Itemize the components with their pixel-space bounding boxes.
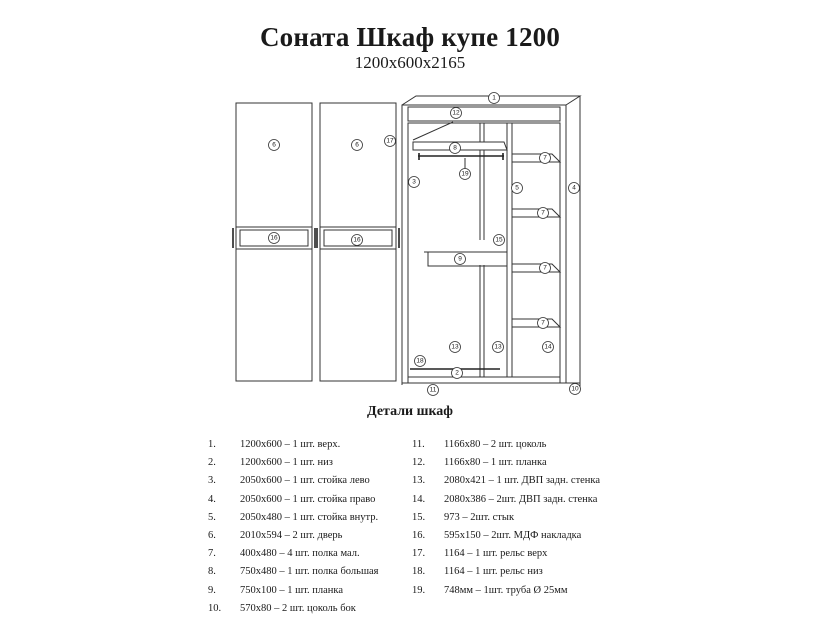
svg-text:4: 4 [572, 184, 576, 192]
svg-text:14: 14 [544, 343, 552, 351]
part-number: 8. [208, 566, 216, 578]
callout-6-left [269, 140, 280, 151]
list-item [412, 472, 600, 490]
part-description: 1164 – 1 шт. рельс верх [444, 548, 548, 560]
list-item [412, 491, 600, 509]
part-description: 973 – 2шт. стык [444, 511, 515, 523]
list-item [208, 491, 379, 509]
parts-list-left [208, 436, 379, 618]
svg-text:12: 12 [452, 109, 460, 117]
part-description: 595x150 – 2шт. МДФ накладка [444, 530, 582, 542]
page-title: Соната Шкаф купе 1200 [259, 22, 561, 52]
callout-11 [428, 385, 439, 396]
list-item [412, 582, 600, 600]
callout-9 [455, 254, 466, 265]
part-number: 7. [208, 548, 216, 560]
list-item [412, 545, 600, 563]
list-item [208, 582, 379, 600]
part-number: 2. [208, 457, 216, 469]
callout-4 [569, 183, 580, 194]
part-description: 1200x600 – 1 шт. верх. [240, 439, 341, 450]
callout-10 [570, 384, 581, 395]
part-description: 2050x600 – 1 шт. стойка право [240, 493, 376, 505]
callout-14 [543, 342, 554, 353]
list-item [208, 436, 379, 454]
svg-text:13: 13 [494, 343, 502, 351]
callout-18 [415, 356, 426, 367]
part-description: 1200x600 – 1 шт. низ [240, 457, 333, 469]
callout-12 [451, 108, 462, 119]
part-number: 4. [208, 493, 216, 505]
svg-text:7: 7 [541, 319, 545, 327]
part-number: 1. [208, 439, 216, 450]
svg-text:13: 13 [451, 343, 459, 351]
svg-text:16: 16 [270, 234, 278, 242]
svg-text:9: 9 [458, 255, 462, 263]
svg-text:18: 18 [416, 357, 424, 365]
callout-5 [512, 183, 523, 194]
list-item [412, 454, 600, 472]
callout-17 [385, 136, 396, 147]
svg-text:3: 3 [412, 178, 416, 186]
part-number: 19. [412, 584, 426, 596]
svg-text:11: 11 [429, 386, 437, 394]
part-number: 16. [412, 530, 426, 542]
part-description: 2010x594 – 2 шт. дверь [240, 530, 343, 542]
part-description: 2050x600 – 1 шт. стойка лево [240, 475, 370, 487]
part-description: 1166x80 – 1 шт. планка [444, 457, 547, 469]
part-description: 400x480 – 4 шт. полка мал. [240, 548, 360, 560]
part-description: 2050x480 – 1 шт. стойка внутр. [240, 511, 379, 523]
part-number: 3. [208, 475, 216, 487]
part-number: 10. [208, 602, 222, 614]
callout-3 [409, 177, 420, 188]
list-item [412, 563, 600, 581]
svg-text:6: 6 [355, 141, 359, 149]
part-description: 1166x80 – 2 шт. цоколь [444, 439, 547, 450]
parts-list-right [412, 436, 600, 600]
svg-text:17: 17 [386, 137, 394, 145]
part-description: 2080x421 – 1 шт. ДВП задн. стенка [444, 475, 601, 487]
callout-16-right [352, 235, 363, 246]
list-item [412, 436, 600, 454]
part-number: 14. [412, 493, 426, 505]
part-number: 5. [208, 511, 216, 523]
part-number: 9. [208, 584, 216, 596]
callout-8 [450, 143, 461, 154]
callout-16-left [269, 233, 280, 244]
svg-text:2: 2 [455, 369, 459, 377]
svg-text:10: 10 [571, 385, 579, 393]
svg-text:7: 7 [543, 264, 547, 272]
part-description: 570x80 – 2 шт. цоколь бок [240, 602, 356, 614]
callout-13a [450, 342, 461, 353]
part-description: 1164 – 1 шт. рельс низ [444, 566, 543, 578]
door-left [233, 103, 315, 381]
svg-text:7: 7 [541, 209, 545, 217]
list-item [208, 563, 379, 581]
callout-15 [494, 235, 505, 246]
part-description: 748мм – 1шт. труба Ø 25мм [444, 584, 568, 596]
callout-1 [489, 93, 500, 104]
svg-text:6: 6 [272, 141, 276, 149]
part-number: 17. [412, 548, 426, 560]
list-item [208, 527, 379, 545]
callout-13b [493, 342, 504, 353]
part-number: 13. [412, 475, 426, 487]
list-item [208, 509, 379, 527]
svg-text:1: 1 [492, 94, 496, 102]
list-item [208, 545, 379, 563]
wardrobe-frame [385, 93, 581, 396]
dimensions-subtitle: 1200x600x2165 [354, 53, 466, 72]
part-number: 18. [412, 566, 426, 578]
svg-text:15: 15 [495, 236, 503, 244]
part-number: 6. [208, 530, 216, 542]
svg-text:16: 16 [353, 236, 361, 244]
svg-text:5: 5 [515, 184, 519, 192]
part-number: 11. [412, 439, 425, 450]
callout-7d [538, 318, 549, 329]
list-item [208, 600, 379, 618]
list-item [412, 509, 600, 527]
list-item [412, 527, 600, 545]
part-description: 2080x386 – 2шт. ДВП задн. стенка [444, 493, 598, 505]
callout-19 [460, 169, 471, 180]
part-number: 15. [412, 511, 426, 523]
list-item [208, 454, 379, 472]
callout-7b [538, 208, 549, 219]
part-number: 12. [412, 457, 426, 469]
svg-text:7: 7 [543, 154, 547, 162]
callout-7c [540, 263, 551, 274]
part-description: 750x100 – 1 шт. планка [240, 584, 344, 596]
callout-6-right [352, 140, 363, 151]
callout-2 [452, 368, 463, 379]
svg-text:8: 8 [453, 144, 457, 152]
callout-7a [540, 153, 551, 164]
svg-text:19: 19 [461, 170, 469, 178]
list-item [208, 472, 379, 490]
details-heading: Детали шкаф [367, 404, 453, 419]
part-description: 750x480 – 1 шт. полка большая [240, 566, 379, 578]
